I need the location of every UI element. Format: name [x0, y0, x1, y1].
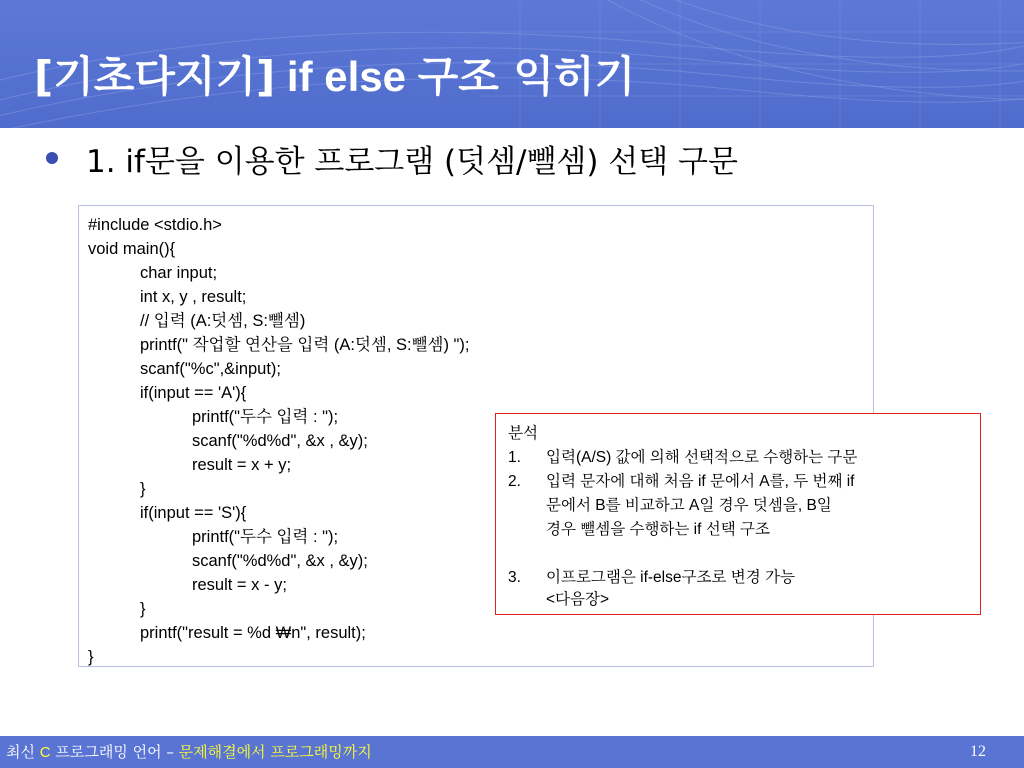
slide-title-keyword: if else	[275, 53, 418, 100]
analysis-item-text: <다음장>	[546, 591, 610, 608]
analysis-item-text: 경우 뺄셈을 수행하는 if 선택 구조	[546, 521, 770, 538]
analysis-heading: 분석	[508, 425, 538, 442]
analysis-item-text: 입력 문자에 대해 처음 if 문에서 A를, 두 번째 if	[546, 473, 855, 490]
bullet-dot-icon	[46, 152, 58, 164]
analysis-item-text: 입력(A/S) 값에 의해 선택적으로 수행하는 구문	[546, 449, 858, 466]
code-line: scanf("%d%d", &x , &y);	[192, 432, 368, 450]
analysis-item-number: 2.	[508, 473, 521, 490]
code-line: int x, y , result;	[140, 288, 247, 306]
code-line: void main(){	[88, 240, 176, 258]
footer-bar	[0, 736, 1024, 768]
code-line: if(input == 'A'){	[140, 384, 247, 402]
code-line: // 입력 (A:덧셈, S:뺄셈)	[140, 312, 306, 330]
code-line: scanf("%c",&input);	[140, 360, 282, 378]
analysis-item-number: 3.	[508, 569, 521, 586]
code-line: scanf("%d%d", &x , &y);	[192, 552, 368, 570]
footer-prefix: 최신	[6, 743, 40, 761]
footer-c-letter: C	[39, 744, 51, 761]
slide-title-rest: 구조 익히기	[417, 52, 636, 101]
slide-subtitle: 1. if문을 이용한 프로그램 (덧셈/뺄셈) 선택 구문	[86, 144, 738, 180]
analysis-item-text: 이프로그램은 if-else구조로 변경 가능	[546, 569, 795, 586]
code-line: }	[88, 648, 94, 666]
title-banner	[0, 0, 1024, 128]
analysis-item-text: 문에서 B를 비교하고 A일 경우 덧셈을, B일	[546, 497, 832, 514]
slide-title	[34, 48, 635, 106]
code-line: printf(" 작업할 연산을 입력 (A:덧셈, S:뺄셈) ");	[140, 336, 470, 354]
page-number: 12	[970, 743, 986, 760]
code-line: printf("두수 입력 : ");	[192, 408, 339, 426]
code-line: result = x - y;	[192, 576, 287, 594]
footer-book-title	[6, 742, 372, 763]
footer-highlight: 문제해결에서 프로그래밍까지	[178, 743, 372, 761]
code-line: }	[140, 600, 146, 618]
code-line: #include <stdio.h>	[88, 216, 222, 234]
analysis-note	[495, 413, 981, 615]
code-line: char input;	[140, 264, 218, 282]
analysis-item-number: 1.	[508, 449, 521, 466]
code-line: if(input == 'S'){	[140, 504, 247, 522]
code-line: }	[140, 480, 146, 498]
footer-book: 프로그래밍 언어 –	[50, 743, 179, 761]
code-line: printf("result = %d ₩n", result);	[140, 624, 366, 642]
code-line: printf("두수 입력 : ");	[192, 528, 339, 546]
slide-title-bracket: [기초다지기]	[34, 52, 276, 101]
code-line: result = x + y;	[192, 456, 292, 474]
